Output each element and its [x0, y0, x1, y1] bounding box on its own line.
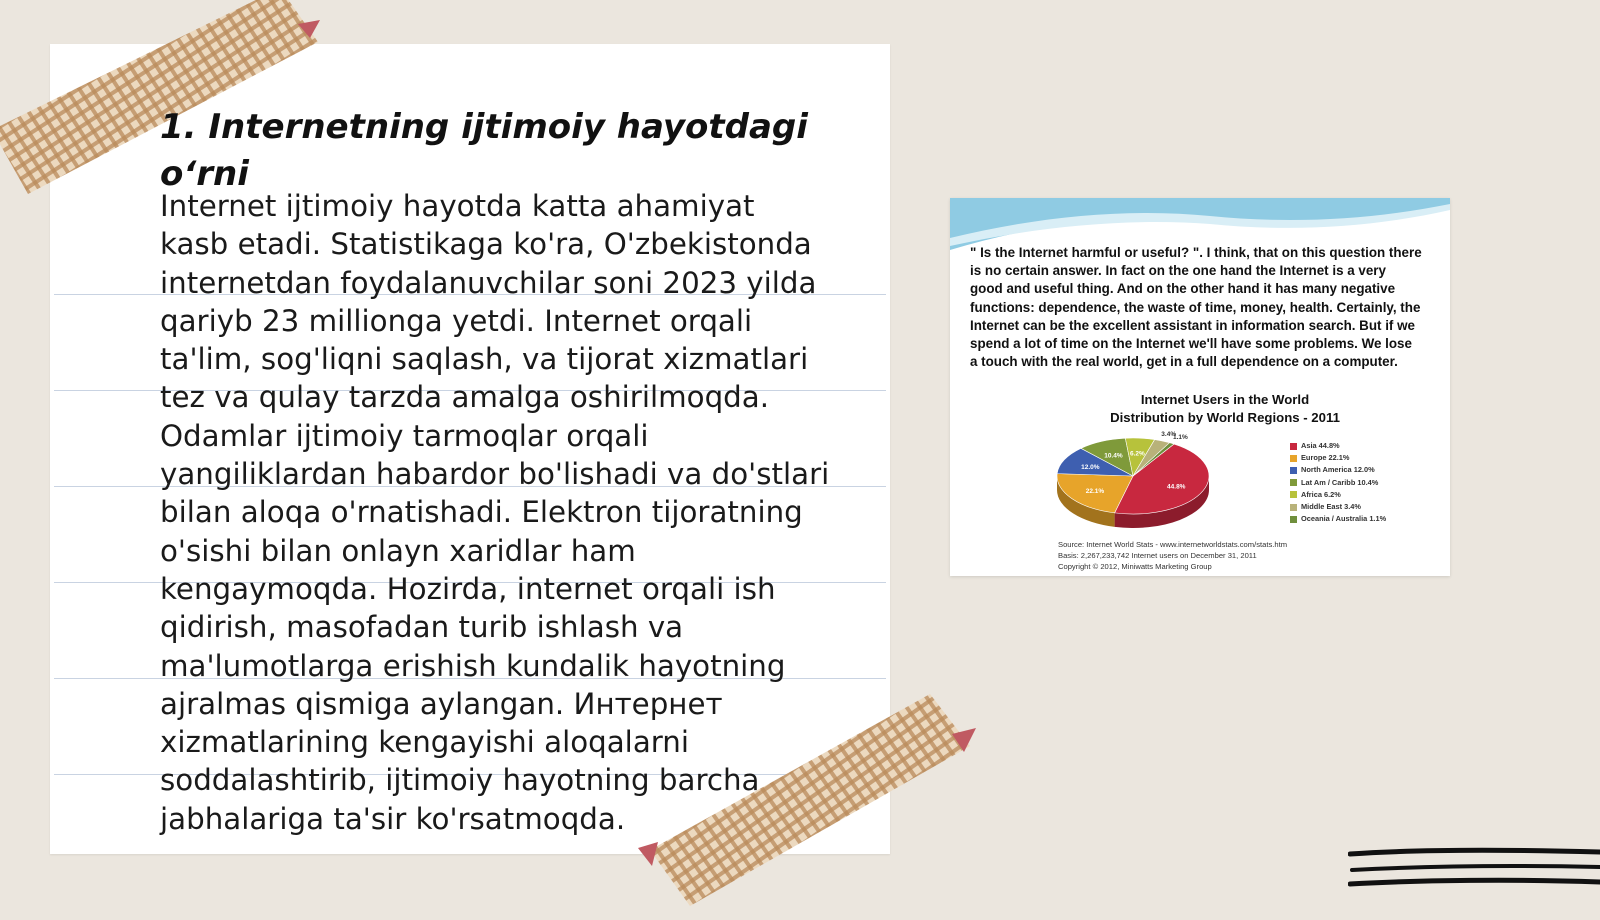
legend-swatch: [1290, 504, 1297, 511]
legend-item: [1290, 501, 1440, 513]
pie-slice-label: 22.1%: [1085, 487, 1105, 495]
brush-strokes: [1348, 846, 1600, 900]
legend-item: [1290, 452, 1440, 464]
pie-slice-label: 3.4%: [1161, 431, 1177, 439]
legend-label: Middle East 3.4%: [1301, 502, 1361, 512]
pie-slice-label: 10.4%: [1104, 452, 1123, 460]
chart-title-line: Internet Users in the World: [1140, 392, 1310, 407]
legend-swatch: [1290, 443, 1297, 450]
infographic-image: [950, 198, 1450, 576]
legend-swatch: [1290, 455, 1297, 462]
legend-swatch: [1290, 467, 1297, 474]
source-line: Source: Internet World Stats - www.internetworldstats.com/stats.htm: [1058, 540, 1288, 549]
tape-tab: [638, 842, 658, 866]
legend-label: Lat Am / Caribb 10.4%: [1301, 477, 1379, 487]
legend-swatch: [1290, 516, 1297, 523]
legend-item: [1290, 489, 1440, 501]
legend-label: Oceania / Australia 1.1%: [1301, 514, 1387, 524]
legend-swatch: [1290, 479, 1297, 486]
legend-item: [1290, 513, 1440, 525]
slide-title: 1. Internetning ijtimoiy hayotdagi o‘rni: [160, 107, 808, 194]
source-note: [1058, 539, 1438, 572]
legend-item: [1290, 464, 1440, 476]
pie-slice-label: 44.8%: [1167, 483, 1186, 491]
legend-label: Africa 6.2%: [1301, 489, 1341, 499]
chart-legend: [1290, 440, 1440, 525]
legend-item: [1290, 440, 1440, 452]
pie-slice-label: 6.2%: [1129, 450, 1145, 458]
pie-slice-label: 1.1%: [1172, 434, 1188, 442]
copyright-line: Copyright © 2012, Miniwatts Marketing Group: [1058, 562, 1212, 571]
body-paragraph: Internet ijtimoiy hayotda katta ahamiyat kasb etadi. Statistikaga ko'ra, O'zbekistonda internetdan foydalanuvchilar soni 2023 yilda qariyb 23 millionga yetdi. Internet orqali ta'lim, sog'liqni saqlash, va tijorat xizmatlari tez va qulay tarzda amalga oshirilmoqda. Odamlar ijtimoiy tarmoqlar orqali yangiliklardan habardor bo'lishadi va do'stlari bilan aloqa o'rnatishadi. Elektron tijoratning o'sishi bilan onlayn xaridlar ham kengaymoqda. Hozirda, internet orqali ish qidirish, masofadan turib ishlash va ma'lumotlarga erishish kundalik hayotning ajralmas qismiga aylangan. Интернет xizmatlarining kengayishi aloqalarni soddalashtirib, ijtimoiy hayotning barcha jabhalariga ta'sir ko'rsatmoqda.: [160, 189, 830, 836]
quote-text: " Is the Internet harmful or useful? ". I think, that on this question there is no certain answer. In fact on the one hand the Internet is a very good and useful thing. And on the other hand it has many negative functions: dependence, the waste of time, money, health. Certainly, the Internet can be the excellent assistant in information search. But if we spend a lot of time on the Internet we'll have some problems. We lose a touch with the real world, get in a full dependence on a computer.: [970, 245, 1422, 370]
legend-item: [1290, 477, 1440, 489]
chart-subtitle: Distribution by World Regions - 2011: [1110, 410, 1340, 425]
pie-slice-label: 12.0%: [1081, 463, 1100, 471]
legend-label: North America 12.0%: [1301, 465, 1375, 475]
legend-swatch: [1290, 491, 1297, 498]
basis-line: Basis: 2,267,233,742 Internet users on December 31, 2011: [1058, 551, 1257, 560]
legend-label: Europe 22.1%: [1301, 453, 1350, 463]
legend-label: Asia 44.8%: [1301, 441, 1340, 450]
